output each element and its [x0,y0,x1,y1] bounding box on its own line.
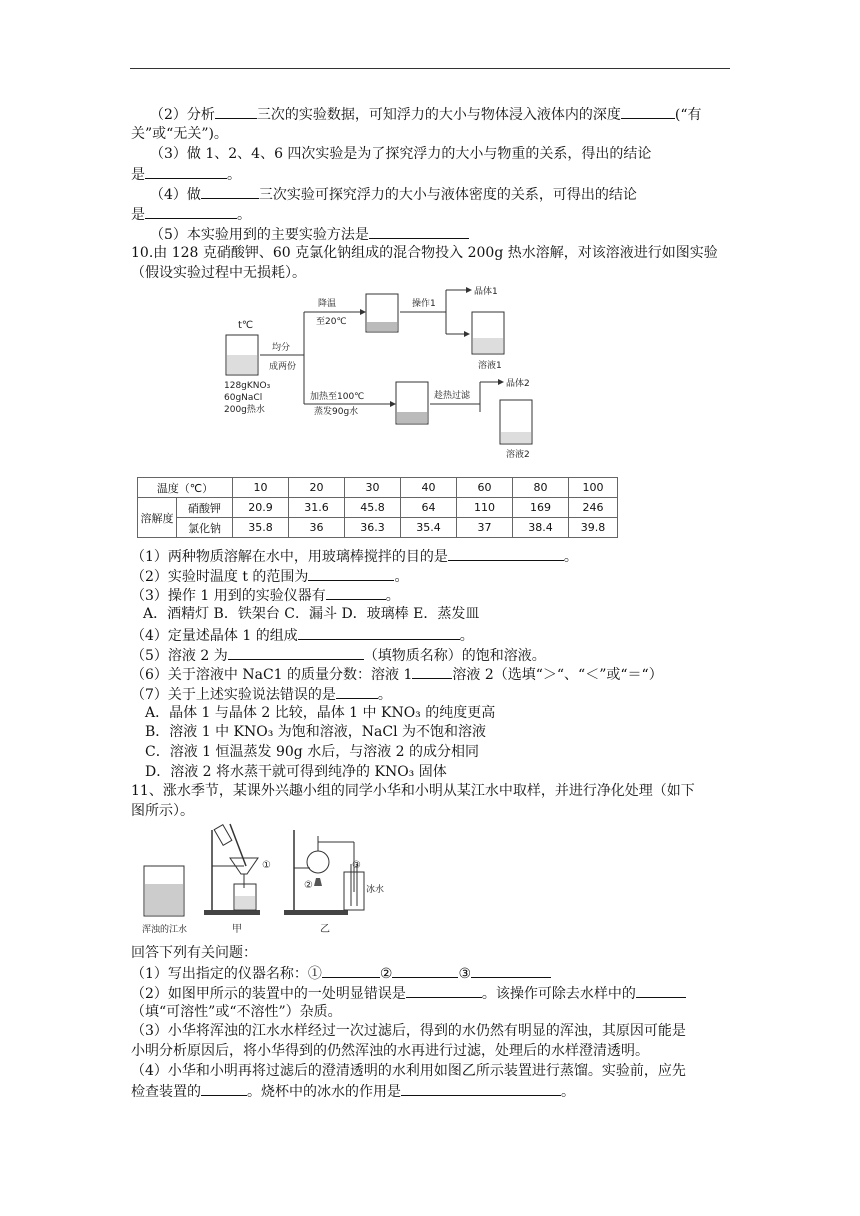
svg-text:降温: 降温 [318,299,337,309]
q10-stem-cont: （假设实验过程中无损耗）。 [131,265,306,281]
q11-stem-cont: 图所示）。 [131,803,194,819]
answer-blank[interactable] [228,645,364,660]
answer-blank[interactable] [322,963,380,978]
answer-blank[interactable] [621,104,675,119]
svg-text:①: ① [262,860,271,871]
q10-experiment-diagram [214,282,554,462]
q10-option-a: A．晶体 1 与晶体 2 比较，晶体 1 中 KNO₃ 的纯度更高 [145,705,496,721]
answer-blank[interactable] [308,566,394,581]
answer-blank[interactable] [369,224,469,239]
answer-blank[interactable] [406,983,482,998]
q9-part3: （3）做 1、2、4、6 四次实验是为了探究浮力的大小与物重的关系，得出的结论 [150,146,652,162]
q9-part4-cont: 是 。 [131,204,736,224]
svg-text:晶体2: 晶体2 [506,379,530,389]
svg-text:乙: 乙 [320,924,330,935]
svg-text:操作1: 操作1 [412,299,436,309]
q9-part5: （5）本实验用到的主要实验方法是 [150,224,755,244]
answer-blank[interactable] [201,1081,247,1096]
q11-part4-cont: 检查装置的 。烧杯中的冰水的作用是 。 [131,1081,736,1101]
svg-text:溶液1: 溶液1 [478,361,502,371]
svg-text:200g热水: 200g热水 [224,405,265,415]
answer-blank[interactable] [448,546,564,561]
q9-part2-cont: 关”或“无关”)。 [131,126,228,142]
answer-blank[interactable] [392,963,458,978]
q9-part3-cont: 是 。 [131,164,736,184]
svg-text:晶体1: 晶体1 [474,287,498,297]
q9-part4: （4）做 三次实验可探究浮力的大小与液体密度的关系，可得出的结论 [150,184,755,204]
answer-blank[interactable] [636,983,686,998]
q10-option-c: C．溶液 1 恒温蒸发 90g 水后，与溶液 2 的成分相同 [145,744,480,760]
q10-part1: （1）两种物质溶解在水中，用玻璃棒搅拌的目的是 。 [131,546,736,566]
svg-text:趁热过滤: 趁热过滤 [434,391,471,401]
solution-fill [227,355,257,374]
answer-blank[interactable] [298,625,460,640]
answer-blank[interactable] [471,963,551,978]
q11-intro: 回答下列有关问题： [131,945,257,961]
svg-text:②: ② [304,880,313,891]
answer-blank[interactable] [412,664,452,679]
q10-option-d: D．溶液 2 将水蒸干就可得到纯净的 KNO₃ 固体 [145,764,447,780]
svg-text:60gNaCl: 60gNaCl [224,393,263,403]
q11-part2: （2）如图甲所示的装置中的一处明显错误是 。该操作可除去水样中的 [131,983,736,1003]
q11-stem: 11、涨水季节，某课外兴趣小组的同学小华和小明从某江水中取样，并进行净化处理（如下 [131,783,695,799]
answer-blank[interactable] [215,104,257,119]
q10-option-b: B．溶液 1 中 KNO₃ 为饱和溶液，NaCl 为不饱和溶液 [145,724,487,740]
q10-part6: （6）关于溶液中 NaC1 的质量分数：溶液 1 溶液 2（选填“＞“、“＜”或“＝“） [131,664,736,684]
q10-part5: （5）溶液 2 为 （填物质名称）的饱和溶液。 [131,645,736,665]
answer-blank[interactable] [336,684,378,699]
q11-part2-cont: （填“可溶性”或“不溶性”）杂质。 [131,1004,342,1020]
q11-part1: （1）写出指定的仪器名称：① ② ③ [131,963,736,983]
glass-rod [230,824,246,866]
svg-text:均分: 均分 [272,343,291,353]
svg-text:加热至100℃: 加热至100℃ [310,392,365,402]
q11-part4: （4）小华和小明再将过滤后的澄清透明的水利用如图乙所示装置进行蒸馏。实验前，应先 [131,1063,686,1079]
q10-stem: 10.由 128 克硝酸钾、60 克氯化钠组成的混合物投入 200g 热水溶解，对该溶液进行如图实验 [131,245,718,261]
answer-blank[interactable] [145,164,227,179]
q10-part3: （3）操作 1 用到的实验仪器有 。 [131,585,736,605]
distillation-flask [307,851,329,873]
q11-part3: （3）小华将浑浊的江水水样经过一次过滤后，得到的水仍然有明显的浑浊，其原因可能是 [131,1023,686,1039]
answer-blank[interactable] [145,204,237,219]
svg-text:③: ③ [352,860,361,871]
q10-part2: （2）实验时温度 t 的范围为 。 [131,566,736,586]
q10-part7: （7）关于上述实验说法错误的是 。 [131,684,736,704]
alcohol-lamp [314,878,322,886]
q9-part2: （2）分析 三次的实验数据，可知浮力的大小与物体浸入液体内的深度 (“有 [150,104,755,124]
solubility-table: 温度（℃） 10 20 30 40 60 80 100 溶解度 硝酸钾 20.9 31.6 45.8 64 110 169 246 氯化钠 35.8 36 36.3 35.4 37 38.4 39.8 [137,477,618,538]
crystal-fill [367,322,397,331]
q11-apparatus-figure [134,822,394,938]
svg-text:溶液2: 溶液2 [506,450,530,460]
svg-text:甲: 甲 [232,924,242,935]
temperature-label: t℃ [238,320,254,331]
svg-text:冰水: 冰水 [366,885,385,895]
svg-text:128gKNO₃: 128gKNO₃ [224,381,271,391]
svg-text:成两份: 成两份 [269,362,297,372]
q11-part3-cont: 小明分析原因后，将小华得到的仍然浑浊的水再进行过滤，处理后的水样澄清透明。 [131,1043,649,1059]
svg-text:蒸发90g水: 蒸发90g水 [314,407,359,417]
svg-text:至20℃: 至20℃ [316,317,347,327]
answer-blank[interactable] [201,184,259,199]
svg-text:浑浊的江水: 浑浊的江水 [142,925,188,935]
q10-part4: （4）定量述晶体 1 的组成 。 [131,625,736,645]
q10-part3-options: A．酒精灯 B．铁架台 C．漏斗 D．玻璃棒 E．蒸发皿 [143,606,480,622]
answer-blank[interactable] [326,585,386,600]
header-rule [130,68,730,69]
answer-blank[interactable] [401,1081,561,1096]
